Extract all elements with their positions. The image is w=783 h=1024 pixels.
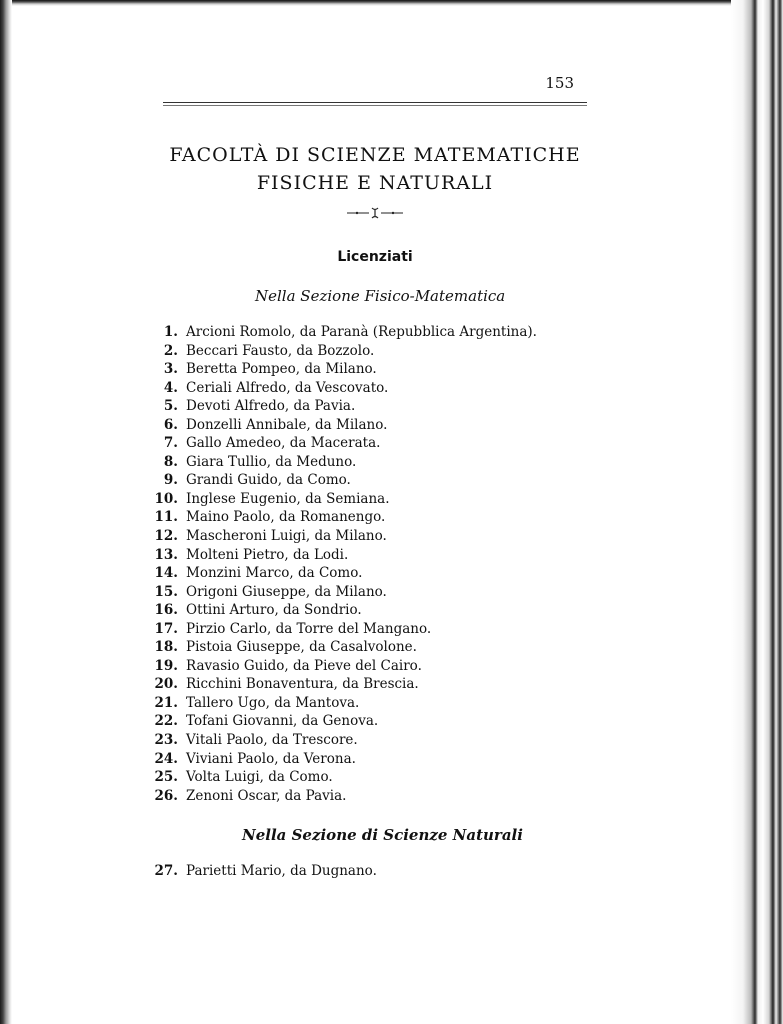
list-item xyxy=(150,750,537,769)
page-edge-right xyxy=(731,0,783,1024)
list-item xyxy=(150,601,537,620)
entry-text: Grandi Guido, da Como. xyxy=(186,472,351,489)
entry-number: 4. xyxy=(163,379,178,396)
entry-number: 20. xyxy=(154,676,178,693)
ornament-divider-icon xyxy=(345,205,405,221)
entry-number: 26. xyxy=(154,787,178,804)
list-item xyxy=(150,657,537,676)
entry-number: 22. xyxy=(154,713,178,730)
list-item xyxy=(150,490,537,509)
entry-number: 6. xyxy=(163,416,178,433)
entry-text: Pistoia Giuseppe, da Casalvolone. xyxy=(186,639,417,656)
list-item xyxy=(150,546,537,565)
entry-text: Arcioni Romolo, da Paranà (Repubblica Argentina). xyxy=(186,324,537,340)
entry-number: 2. xyxy=(163,342,178,359)
entry-number: 27. xyxy=(154,863,178,879)
entry-number: 12. xyxy=(154,528,178,545)
list-item xyxy=(150,564,537,583)
list-item xyxy=(150,471,537,490)
list-item xyxy=(150,787,537,806)
list-item xyxy=(150,416,537,435)
section-heading-fisico-matematica: Nella Sezione Fisico-Matematica xyxy=(255,287,506,305)
entry-text: Vitali Paolo, da Trescore. xyxy=(186,732,358,749)
list-item xyxy=(150,453,537,472)
entry-number: 24. xyxy=(154,750,178,767)
entry-number: 1. xyxy=(163,324,178,340)
list-item xyxy=(150,508,537,527)
list-item xyxy=(150,768,537,787)
entry-text: Viviani Paolo, da Verona. xyxy=(186,750,356,767)
entry-number: 23. xyxy=(154,732,178,749)
list-item xyxy=(150,527,537,546)
entry-number: 18. xyxy=(154,639,178,656)
list-item xyxy=(150,342,537,361)
entry-number: 10. xyxy=(154,490,178,507)
entry-number: 7. xyxy=(163,435,178,452)
list-item xyxy=(150,434,537,453)
entry-number: 21. xyxy=(154,694,178,711)
list-item xyxy=(150,397,537,416)
entry-text: Ottini Arturo, da Sondrio. xyxy=(186,602,362,619)
entry-text: Pirzio Carlo, da Torre del Mangano. xyxy=(186,620,432,637)
list-item xyxy=(150,712,537,731)
list-item xyxy=(150,379,537,398)
entry-text: Inglese Eugenio, da Semiana. xyxy=(186,490,390,507)
entry-text: Parietti Mario, da Dugnano. xyxy=(186,863,377,879)
entry-number: 13. xyxy=(154,546,178,563)
entry-number: 9. xyxy=(163,472,178,489)
entry-text: Origoni Giuseppe, da Milano. xyxy=(186,583,387,600)
list-item xyxy=(150,731,537,750)
entry-number: 16. xyxy=(154,602,178,619)
subheading-licenziati: Licenziati xyxy=(337,249,413,265)
entry-text: Devoti Alfredo, da Pavia. xyxy=(186,398,356,415)
entry-text: Ricchini Bonaventura, da Brescia. xyxy=(186,676,419,693)
list-item xyxy=(150,862,377,881)
page-title-line-2: FISICHE E NATURALI xyxy=(256,172,494,194)
entry-number: 25. xyxy=(154,769,178,786)
entry-text: Mascheroni Luigi, da Milano. xyxy=(186,528,387,545)
entry-text: Beretta Pompeo, da Milano. xyxy=(186,361,377,378)
list-item xyxy=(150,323,537,342)
list-item xyxy=(150,360,537,379)
list-item xyxy=(150,620,537,639)
entry-number: 5. xyxy=(163,398,178,415)
section-heading-scienze-naturali: Nella Sezione di Scienze Naturali xyxy=(242,826,523,844)
entry-text: Gallo Amedeo, da Macerata. xyxy=(186,435,381,452)
entry-number: 17. xyxy=(154,620,178,637)
entry-text: Tallero Ugo, da Mantova. xyxy=(186,694,360,711)
page-edge-left xyxy=(0,0,12,1024)
entry-number: 11. xyxy=(154,509,178,526)
graduate-list-fisico-matematica xyxy=(150,323,537,805)
page-number: 153 xyxy=(545,74,574,92)
page-edge-top xyxy=(0,0,783,6)
entry-text: Volta Luigi, da Como. xyxy=(186,769,333,786)
entry-text: Ceriali Alfredo, da Vescovato. xyxy=(186,379,389,396)
entry-text: Donzelli Annibale, da Milano. xyxy=(186,416,388,433)
entry-text: Ravasio Guido, da Pieve del Cairo. xyxy=(186,657,422,674)
entry-text: Molteni Pietro, da Lodi. xyxy=(186,546,349,563)
entry-number: 15. xyxy=(154,583,178,600)
entry-text: Zenoni Oscar, da Pavia. xyxy=(186,787,347,804)
entry-text: Tofani Giovanni, da Genova. xyxy=(186,713,379,730)
entry-text: Monzini Marco, da Como. xyxy=(186,565,363,582)
list-item xyxy=(150,638,537,657)
header-rule xyxy=(163,102,587,103)
entry-number: 14. xyxy=(154,565,178,582)
page-title-line-1: FACOLTÀ DI SCIENZE MATEMATICHE xyxy=(169,144,581,166)
list-item xyxy=(150,694,537,713)
entry-number: 3. xyxy=(163,361,178,378)
entry-number: 19. xyxy=(154,657,178,674)
entry-text: Maino Paolo, da Romanengo. xyxy=(186,509,386,526)
list-item xyxy=(150,583,537,602)
entry-number: 8. xyxy=(163,453,178,470)
graduate-list-scienze-naturali xyxy=(150,862,377,881)
entry-text: Giara Tullio, da Meduno. xyxy=(186,453,357,470)
list-item xyxy=(150,675,537,694)
entry-text: Beccari Fausto, da Bozzolo. xyxy=(186,342,375,359)
